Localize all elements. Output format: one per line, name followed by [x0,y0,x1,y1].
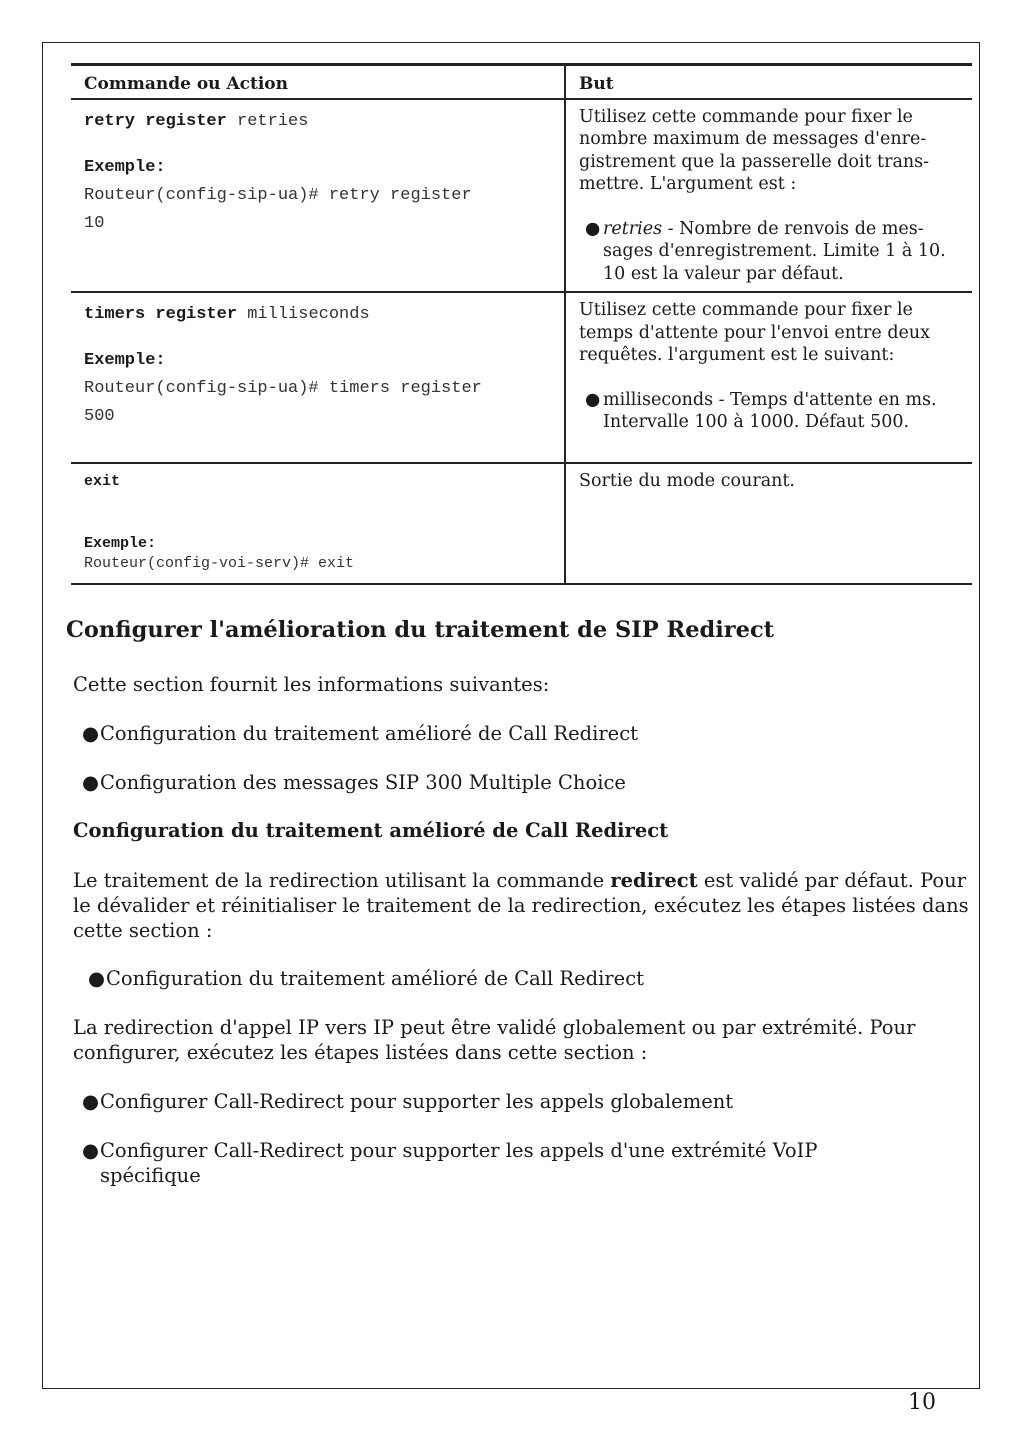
command-syntax [84,472,560,492]
header-purpose: But [579,74,614,94]
example-line: 10 [84,213,105,233]
command-argument: retries [237,111,309,131]
argument-text: milliseconds - Temps d'attente en ms. Intervalle 100 à 1000. Défaut 500. [603,389,937,432]
paragraph [73,868,973,943]
list-item-text: Configurer Call-Redirect pour supporter les appels d'une extrémité VoIP spécifique [100,1139,818,1187]
command-syntax [84,301,560,329]
paragraph: La redirection d'appel IP vers IP peut être validé globalement ou par extrémité. Pour configurer, exécutez les étapes listées dans cette section : [73,1016,916,1064]
intro-text: Cette section fournit les informations suivantes: [73,673,550,696]
command-argument: milliseconds [247,305,370,324]
purpose-cell [565,292,972,463]
table-row [71,292,972,463]
paragraph-text: est validé par défaut. Pour le dévalider et réinitialiser le traitement de la redirection, exécutez les étapes listées dans cette section : [73,869,969,942]
section-title: Configurer l'amélioration du traitement de SIP Redirect [66,617,775,643]
bullet-icon: ● [82,1139,100,1162]
table-header-row [71,65,972,99]
argument-term: retries [603,218,663,239]
subsection-title: Configuration du traitement amélioré de Call Redirect [73,819,669,842]
command-keyword: retry register [84,111,227,131]
command-keyword: exit [84,473,121,490]
command-cell [71,292,565,463]
bullet-icon: ● [585,389,601,410]
example-label: Exemple: [84,351,166,370]
page-number: 10 [908,1390,936,1415]
example-line: Routeur(config-voi-serv)# exit [84,555,355,572]
argument-text: - Nombre de renvois de mes-sages d'enregistrement. Limite 1 à 10. 10 est la valeur par défaut. [603,218,946,284]
paragraph-text: Le traitement de la redirection utilisant la commande [73,869,611,892]
list-item [82,721,962,746]
list-item-text: Configurer Call-Redirect pour supporter les appels globalement [100,1090,734,1113]
purpose-text: Utilisez cette commande pour fixer le temps d'attente pour l'envoi entre deux requêtes. l'argument est le suivant: [579,300,931,365]
bullet-icon: ● [82,722,100,745]
list-item [82,1138,882,1188]
argument-item [579,218,962,286]
purpose-text: Utilisez cette commande pour fixer le nombre maximum de messages d'enre-gistrement que la passerelle doit trans-mettre. L'argument est : [579,106,930,194]
purpose-text: Sortie du mode courant. [579,471,795,491]
example-label: Exemple: [84,157,166,177]
argument-item [579,389,962,434]
list-item [82,770,962,795]
purpose-cell [565,463,972,584]
table-row [71,463,972,584]
command-keyword: timers register [84,305,238,324]
list-item [82,1089,962,1114]
list-item [88,966,968,991]
command-table [71,63,972,585]
purpose-cell [565,99,972,293]
example-line: 500 [84,407,115,426]
command-cell [71,99,565,293]
list-item-text: Configuration des messages SIP 300 Multiple Choice [100,771,626,794]
example-label: Exemple: [84,535,157,552]
command-syntax [84,108,560,136]
command-name: redirect [610,869,698,892]
list-item-text: Configuration du traitement amélioré de Call Redirect [100,722,638,745]
header-command: Commande ou Action [71,65,565,99]
bullet-icon: ● [82,771,100,794]
example-line: Routeur(config-sip-ua)# retry register [84,185,472,205]
bullet-icon: ● [82,1090,100,1113]
table-row [71,99,972,293]
example-line: Routeur(config-sip-ua)# timers register [84,379,482,398]
command-cell [71,463,565,584]
bullet-icon: ● [88,967,106,990]
bullet-icon: ● [585,218,601,239]
list-item-text: Configuration du traitement amélioré de Call Redirect [106,967,644,990]
